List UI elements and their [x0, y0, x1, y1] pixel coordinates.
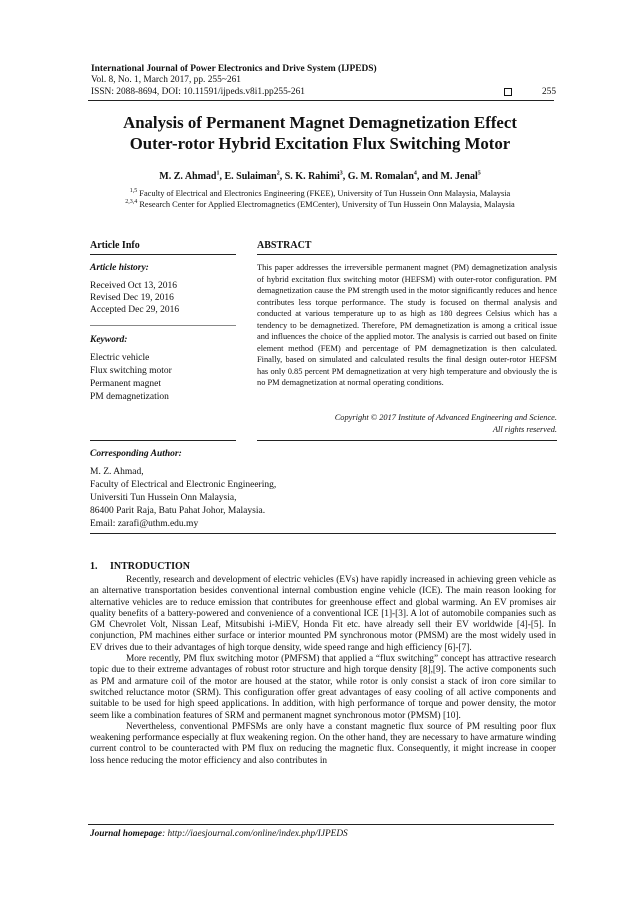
paper-title-line1: Analysis of Permanent Magnet Demagnetization Effect [123, 113, 517, 132]
keyword-item: Flux switching motor [90, 366, 172, 376]
page-number-block [504, 87, 556, 97]
copyright-line: Copyright © 2017 Institute of Advanced Engineering and Science. [334, 413, 557, 422]
author: G. M. Romalan$^4$, and [347, 171, 441, 183]
corresponding-line: Faculty of Electrical and Electronic Engineering, [90, 480, 277, 490]
article-info-heading: Article Info [90, 240, 140, 251]
author: M. Z. Ahmad$^1$, [159, 171, 225, 183]
history-item: Accepted Dec 29, 2016 [90, 305, 180, 315]
copyright-line: All rights reserved. [492, 425, 557, 434]
history-item: Received Oct 13, 2016 [90, 281, 178, 291]
corresponding-line: Universiti Tun Hussein Onn Malaysia, [90, 493, 237, 503]
corresponding-line: M. Z. Ahmad, [90, 467, 144, 477]
keyword-item: Permanent magnet [90, 379, 161, 389]
article-info-divider [90, 254, 236, 255]
keyword-heading: Keyword: [90, 335, 128, 345]
journal-homepage: Journal homepage: http://iaesjournal.com/online/index.php/IJPEDS [90, 829, 348, 839]
abstract-text: This paper addresses the irreversible permanent magnet (PM) demagnetization analysis of hybrid excitation flux switching motor (HEFSM) with outer-rotor configuration. PM demagnetization cause the PM strength used in the motor significantly reduces and hence contributes less torque performance. The study is focused on thermal analysis and conducted at various temperature up to as high as 180 degrees Celsius which has a tendency to be demagnetized. Therefore, PM demagnetization is among a critical issue and influences the choice of the applied motor. The analysis is carried out based on finite element method (FEM) and percentage of PM demagnetization is then calculated. Finally, based on simulated and calculated results the final design outer-rotor HEFSM has only 0.85 percent PM demagnetization at very high temperature and obviously the is no PM demagnetization at normal operating conditions. [257, 263, 557, 388]
footer-divider [88, 824, 554, 825]
front-matter-divider [90, 533, 556, 534]
author: S. K. Rahimi$^3$, [284, 171, 348, 183]
corresponding-heading: Corresponding Author: [90, 449, 182, 459]
history-item: Revised Dec 19, 2016 [90, 293, 174, 303]
info-bottom-divider [90, 440, 236, 441]
journal-name: International Journal of Power Electronics and Drive System (IJPEDS) [91, 64, 377, 74]
intro-paragraph: Nevertheless, conventional PMFSMs are only have a constant magnetic flux source of PM resulting poor flux weakening performance especially at flux weakening region. On the other hand, they are necessary to have armature winding current control to be counteracted with PM flux on reducing the magnetic flux. Consequently, it might increase in cooper loss hence reducing the motor efficiency and also contributes in [90, 721, 556, 766]
journal-issn: ISSN: 2088-8694, DOI: 10.11591/ijpeds.v8i1.pp255-261 [91, 87, 305, 97]
author-list [70, 171, 570, 182]
intro-heading: 1. INTRODUCTION [90, 561, 191, 572]
author: E. Sulaiman$^2$, [224, 171, 285, 183]
abstract-heading: ABSTRACT [257, 240, 312, 251]
author: M. Jenal$^5$ [440, 171, 481, 183]
keyword-item: Electric vehicle [90, 353, 150, 363]
square-icon [504, 88, 512, 96]
abstract-bottom-divider [257, 440, 557, 441]
keyword-item: PM demagnetization [90, 392, 169, 402]
corresponding-email: Email: zarafi@uthm.edu.my [90, 519, 199, 529]
page-number: 255 [541, 87, 556, 97]
header-divider [88, 100, 554, 101]
intro-body [90, 575, 556, 767]
journal-volume: Vol. 8, No. 1, March 2017, pp. 255~261 [91, 75, 241, 85]
abstract-divider [257, 254, 557, 255]
intro-paragraph: Recently, research and development of electric vehicles (EVs) have rapidly increased in achieving green vehicle as an alternative transportation besides conventional internal combustion engine vehicle (ICE). The main reason looking for alternative vehicles are to reduce emission that contributes for greenhouse effect and global warming. An EV promises air quality benefits of a battery-powered and convenience of a conventional ICE [1]-[3]. A lot of automobile companies such as GM Chevrolet Volt, Nissan Leaf, Mitsubishi i-MiEV, Honda Fit etc. have already sell their EV worldwide [4]-[5]. In conjunction, PM machines either surface or interior mounted PM synchronous motor (PMSM) are the most widely used in EV drives due to their advantages of high torque density, wide speed range and high efficiency [6]-[7]. [90, 575, 556, 653]
intro-paragraph: More recently, PM flux switching motor (PMFSM) that applied a “flux switching” concept has attractive research topic due to their extreme advantages of robust rotor structure and high torque density [8],[9]. The active components such as PM and armature coil of the motor are housed at the stator, while rotor is only consist a stack of iron core similar to switched reluctance motor (SRM). This configuration offer great advantages of easy cooling of all active components and suitable to be used for high speed applications. In addition, with high performance of torque and power density, the motor seem like a combination features of SRM and permanent magnet synchronous motor (PMSM) [10]. [90, 654, 556, 721]
affiliation: $^{2,3,4}$ Research Center for Applied Electromagnetics (EMCenter), University of Tun Hussein Onn Malaysia, Malaysia [125, 199, 515, 209]
history-heading: Article history: [90, 263, 149, 273]
affiliation: $^{1,5}$ Faculty of Electrical and Electronics Engineering (FKEE), University of Tun Hussein Onn Malaysia, Malaysia [129, 188, 511, 198]
paper-title-line2: Outer-rotor Hybrid Excitation Flux Switching Motor [129, 134, 511, 153]
corresponding-line: 86400 Parit Raja, Batu Pahat Johor, Malaysia. [90, 506, 266, 516]
homepage-link[interactable]: : http://iaesjournal.com/online/index.php/IJPEDS [162, 829, 348, 839]
history-divider [90, 325, 236, 326]
